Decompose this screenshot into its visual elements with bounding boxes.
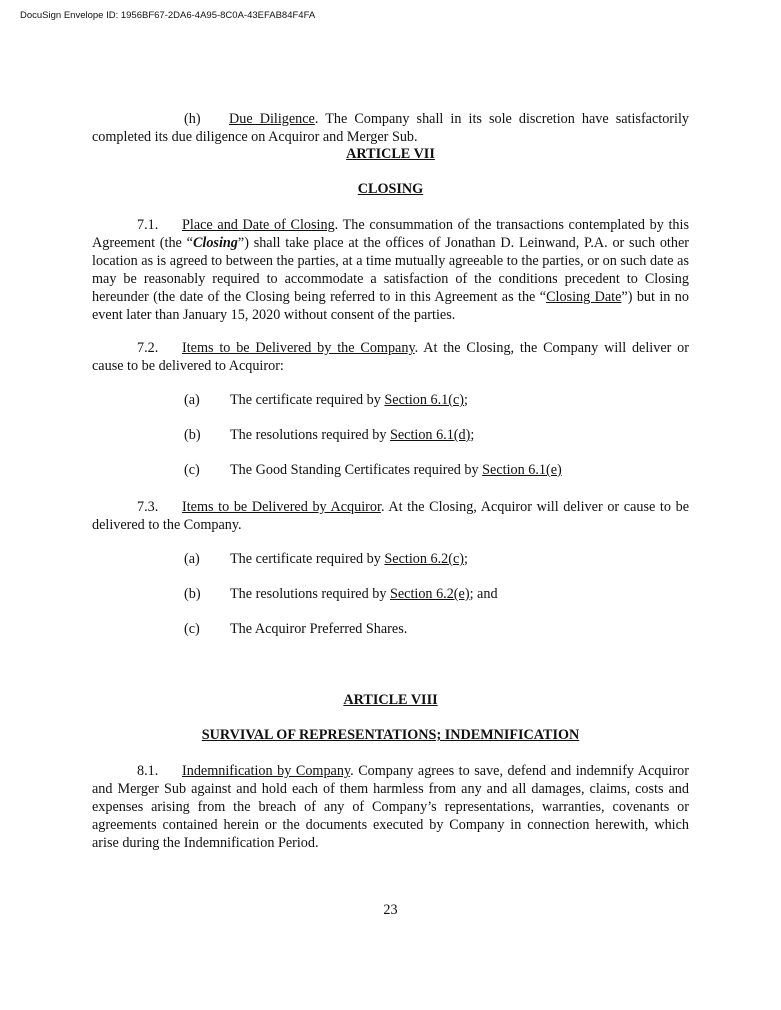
section-7-1-text-a: . The consummation of the transactions contemplated by this Agreement (the “ bbox=[92, 217, 689, 251]
section-7-2-number: 7.2. bbox=[137, 340, 159, 356]
closing-term: Closing bbox=[192, 235, 238, 251]
section-7-2-title: Items to be Delivered by the Company bbox=[182, 340, 415, 356]
due-diligence-title: Due Diligence bbox=[229, 111, 315, 127]
section-7-1-text-c: ”) but in no event later than January 15, 2020 without consent of the parties. bbox=[92, 289, 689, 323]
section-7-2-text: . At the Closing, the Company will deliver or cause to be delivered to Acquiror: bbox=[92, 340, 690, 374]
due-diligence-paragraph bbox=[92, 110, 689, 146]
section-7-2-item: (a) The certificate required by Section 6.1(c); bbox=[184, 392, 468, 408]
section-7-2-item: (c) The Good Standing Certificates required by Section 6.1(e) bbox=[184, 462, 562, 478]
section-7-3-title: Items to be Delivered by Acquiror bbox=[182, 499, 381, 515]
section-8-1 bbox=[92, 762, 689, 852]
article-7-heading: ARTICLE VII bbox=[346, 146, 435, 162]
section-8-1-number: 8.1. bbox=[137, 763, 159, 779]
due-diligence-text: . The Company shall in its sole discretion have satisfactorily completed its due diligence on Acquiror and Merger Sub. bbox=[92, 111, 689, 145]
section-7-1-title: Place and Date of Closing bbox=[182, 217, 335, 233]
page-number: 23 bbox=[383, 902, 398, 918]
section-7-3-item: (b) The resolutions required by Section 6.2(e); and bbox=[184, 586, 498, 602]
section-7-2-item: (b) The resolutions required by Section 6.1(d); bbox=[184, 427, 475, 443]
article-7-title: CLOSING bbox=[357, 181, 424, 197]
section-7-1-text-b: ”) shall take place at the offices of Jonathan D. Leinwand, P.A. or such other location as is agreed to between the parties, at a time mutually agreeable to the parties, or on such date as may be reasonably required to accommodate a satisfaction of the conditions precedent to Closing hereunder (the date of the Closing being referred to in this Agreement as the “ bbox=[92, 235, 689, 305]
section-7-3-item: (c) The Acquiror Preferred Shares. bbox=[184, 621, 408, 637]
section-7-3 bbox=[92, 498, 689, 534]
section-7-1 bbox=[92, 216, 689, 324]
article-8-heading: ARTICLE VIII bbox=[343, 692, 438, 708]
section-8-1-text: . Company agrees to save, defend and indemnify Acquiror and Merger Sub against and hold each of them harmless from any and all damages, claims, costs and expenses arising from the breach of any of Company’s representations, warranties, covenants or agreements contained herein or the documents executed by Company in connection herewith, which arise during the Indemnification Period. bbox=[92, 763, 689, 851]
envelope-id: DocuSign Envelope ID: 1956BF67-2DA6-4A95-8C0A-43EFAB84F4FA bbox=[20, 10, 316, 21]
section-7-3-number: 7.3. bbox=[137, 499, 159, 515]
section-8-1-title: Indemnification by Company bbox=[182, 763, 351, 779]
section-7-3-item: (a) The certificate required by Section 6.2(c); bbox=[184, 551, 468, 567]
section-7-2 bbox=[92, 339, 689, 375]
closing-date-term: Closing Date bbox=[546, 289, 622, 305]
section-7-1-number: 7.1. bbox=[137, 217, 159, 233]
due-diligence-label: (h) bbox=[184, 111, 201, 127]
section-7-3-text: . At the Closing, Acquiror will deliver or cause to be delivered to the Company. bbox=[92, 499, 689, 533]
article-8-title: SURVIVAL OF REPRESENTATIONS; INDEMNIFICATION bbox=[201, 727, 580, 743]
